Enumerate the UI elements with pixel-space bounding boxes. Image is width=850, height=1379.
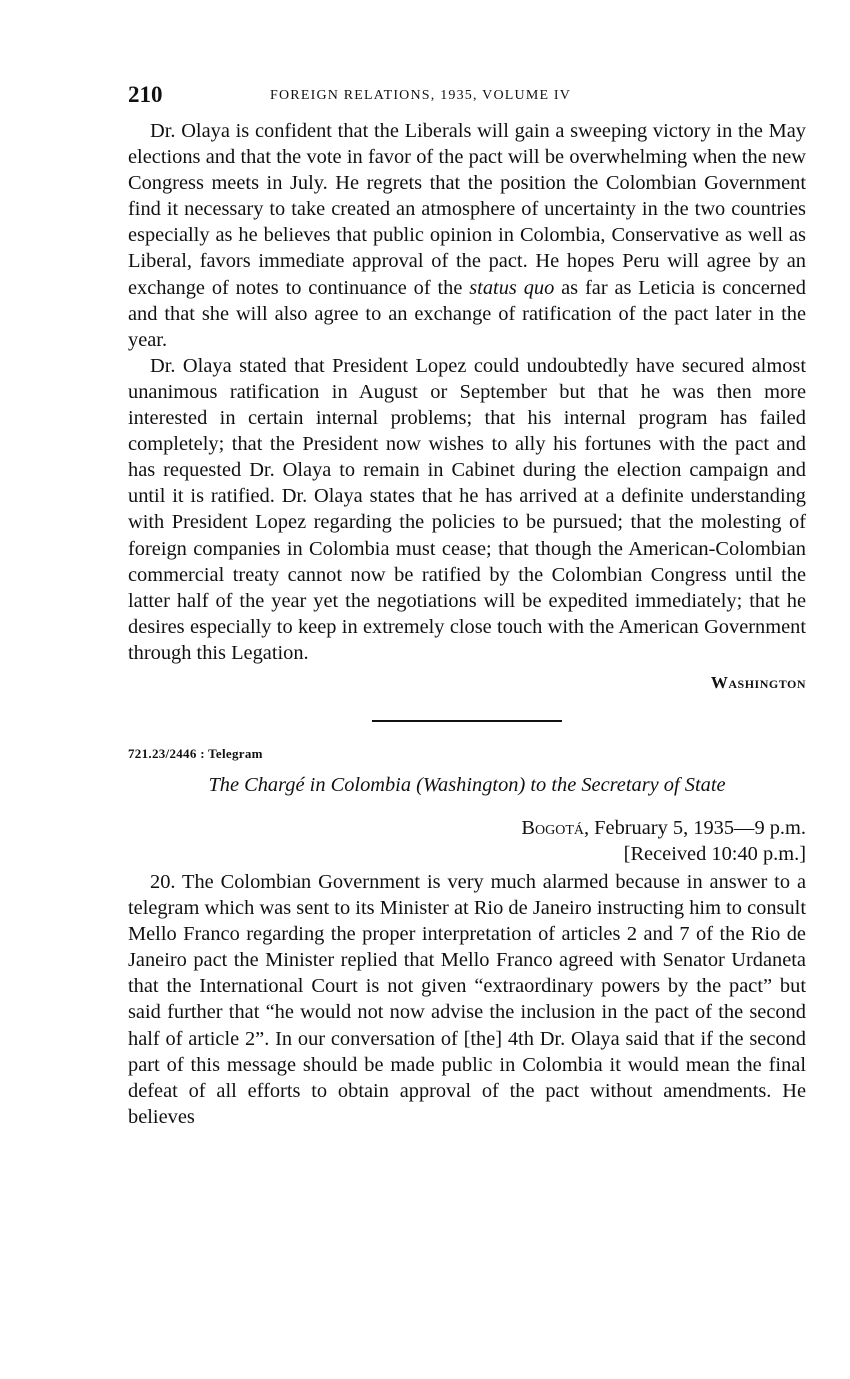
- signature-name: Washington: [710, 672, 806, 692]
- dateline-date: , February 5, 1935—9 p.m.: [583, 816, 806, 839]
- running-head: [128, 78, 806, 118]
- paragraph-1-text-a: Dr. Olaya is confident that the Liberals will gain a sweeping victory in the May elections and that the vote in favor of the pact will be overwhelming when the new Congress meets in July. He regrets that the position the Colombian Government find it necessary to take created an atmosphere of uncertainty in the two countries especially as he believes that public opinion in Colombia, Conservative as well as Liberal, favors immediate approval of the pact. He hopes Peru will agree by an exchange of notes to continuance of the: [128, 120, 806, 299]
- section-divider: [372, 720, 562, 722]
- signature: [128, 670, 806, 696]
- dateline: [128, 815, 806, 841]
- italic-status-quo: status quo: [469, 276, 555, 299]
- document-heading: The Chargé in Colombia (Washington) to the Secretary of State: [208, 773, 726, 796]
- document-reference: 721.23/2446 : Telegram: [128, 745, 263, 761]
- received-time: [Received 10:40 p.m.]: [623, 842, 806, 865]
- paragraph-1: [128, 118, 806, 353]
- telegram-body: 20. The Colombian Government is very much alarmed because in answer to a telegram which was sent to its Minister at Rio de Janeiro instructing him to consult Mello Franco regarding the proper interpretation of articles 2 and 7 of the Rio de Janeiro pact the Minister replied that Mello Franco agreed with Senator Urdaneta that the International Court is not given “extraordinary powers by the pact” but said further that “he would not now advise the inclusion in the pact of the second half of article 2”. In our conversation of [the] 4th Dr. Olaya said that if the second part of this message should be made public in Colombia it would mean the final defeat of all efforts to obtain approval of the pact without amendments. He believes: [128, 870, 806, 1128]
- paragraph-1-text-b: as far as Leticia is concerned and that she will also agree to an exchange of ratification of the pact later in the year.: [128, 276, 806, 351]
- running-title: FOREIGN RELATIONS, 1935, VOLUME IV: [270, 88, 572, 103]
- paragraph-2: Dr. Olaya stated that President Lopez could undoubtedly have secured almost unanimous ratification in August or September but that he was then more interested in certain internal problems; that his internal program has failed completely; that the President now wishes to ally his fortunes with the pact and has requested Dr. Olaya to remain in Cabinet during the election campaign and until it is ratified. Dr. Olaya states that he has arrived at a definite understanding with President Lopez regarding the policies to be pursued; that the molesting of foreign companies in Colombia must cease; that though the American-Colombian commercial treaty cannot now be ratified by the Colombian Congress until the latter half of the year yet the negotiations will be expedited immediately; that he desires especially to keep in extremely close touch with the American Government through this Legation.: [128, 354, 806, 664]
- page-number: 210: [128, 82, 163, 107]
- dateline-place: Bogotá: [521, 816, 584, 839]
- page: [128, 78, 806, 1130]
